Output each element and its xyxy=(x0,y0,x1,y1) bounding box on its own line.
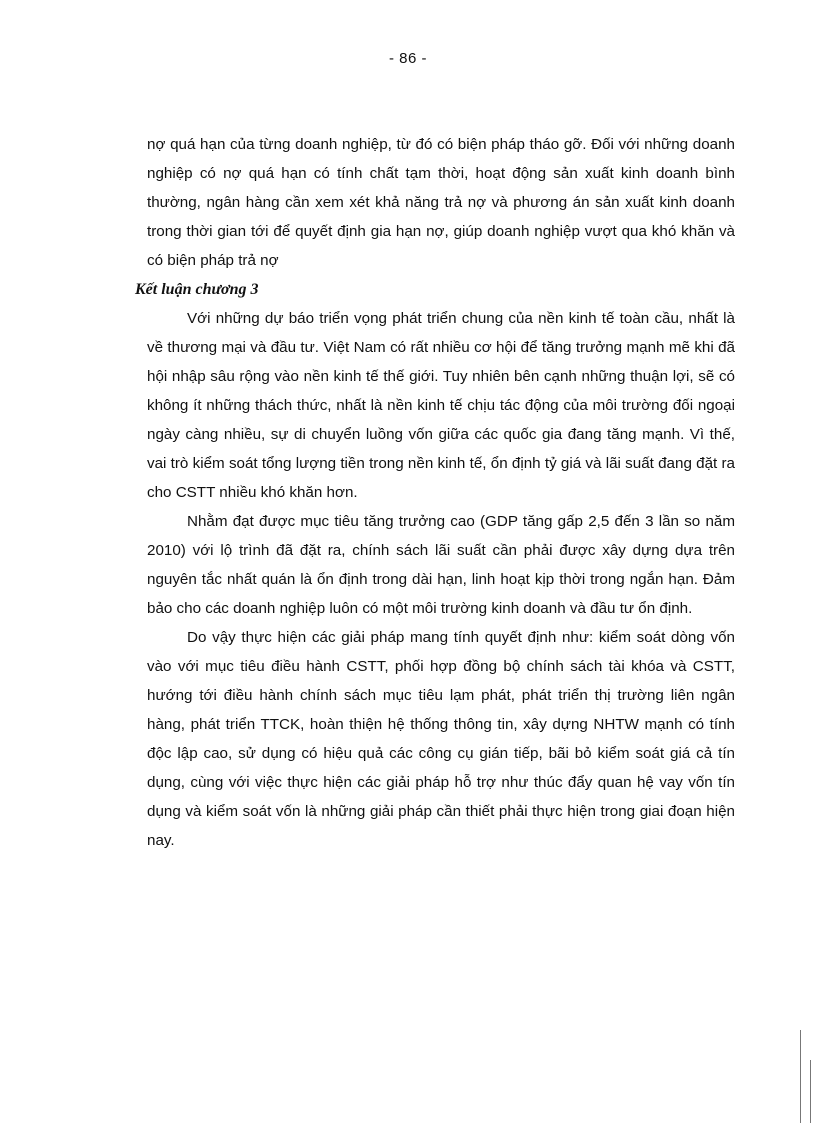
scan-edge-line xyxy=(800,1030,801,1123)
paragraph-1: Với những dự báo triển vọng phát triển chung của nền kinh tế toàn cầu, nhất là về thương mại và đầu tư. Việt Nam có rất nhiều cơ hội để tăng trưởng mạnh mẽ khi đã hội nhập sâu rộng vào nền kinh tế thế giới. Tuy nhiên bên cạnh những thuận lợi, sẽ có không ít những thách thức, nhất là nền kinh tế chịu tác động của môi trường đối ngoại ngày càng nhiều, sự di chuyển luồng vốn giữa các quốc gia đang tăng mạnh. Vì thế, vai trò kiểm soát tổng lượng tiền trong nền kinh tế, ổn định tỷ giá và lãi suất đang đặt ra cho CSTT nhiều khó khăn hơn. xyxy=(147,310,735,501)
paragraph-3: Do vậy thực hiện các giải pháp mang tính quyết định như: kiểm soát dòng vốn vào với mục tiêu điều hành CSTT, phối hợp đồng bộ chính sách tài khóa và CSTT, hướng tới điều hành chính sách mục tiêu lạm phát, phát triển thị trường liên ngân hàng, phát triển TTCK, hoàn thiện hệ thống thông tin, xây dựng NHTW mạnh có tính độc lập cao, sử dụng có hiệu quả các công cụ gián tiếp, bãi bỏ kiểm soát giá cả tín dụng, cùng với việc thực hiện các giải pháp hỗ trợ như thúc đẩy quan hệ vay vốn tín dụng và kiểm soát vốn là những giải pháp cần thiết phải thực hiện trong giai đoạn hiện nay. xyxy=(147,629,735,849)
body-text xyxy=(135,130,735,855)
paragraph-continuation: nợ quá hạn của từng doanh nghiệp, từ đó có biện pháp tháo gỡ. Đối với những doanh nghiệp có nợ quá hạn có tính chất tạm thời, hoạt động sản xuất kinh doanh bình thường, ngân hàng cần xem xét khả năng trả nợ và phương án sản xuất kinh doanh trong thời gian tới để quyết định gia hạn nợ, giúp doanh nghiệp vượt qua khó khăn và có biện pháp trả nợ xyxy=(147,136,735,269)
scan-edge-line xyxy=(810,1060,811,1123)
page-number: - 86 - xyxy=(388,50,427,67)
section-heading: Kết luận chương 3 xyxy=(135,281,259,298)
paragraph-2: Nhằm đạt được mục tiêu tăng trưởng cao (GDP tăng gấp 2,5 đến 3 lần so năm 2010) với lộ trình đã đặt ra, chính sách lãi suất cần phải được xây dựng dựa trên nguyên tắc nhất quán là ổn định trong dài hạn, linh hoạt kịp thời trong ngắn hạn. Đảm bảo cho các doanh nghiệp luôn có một môi trường kinh doanh và đầu tư ổn định. xyxy=(147,513,735,617)
